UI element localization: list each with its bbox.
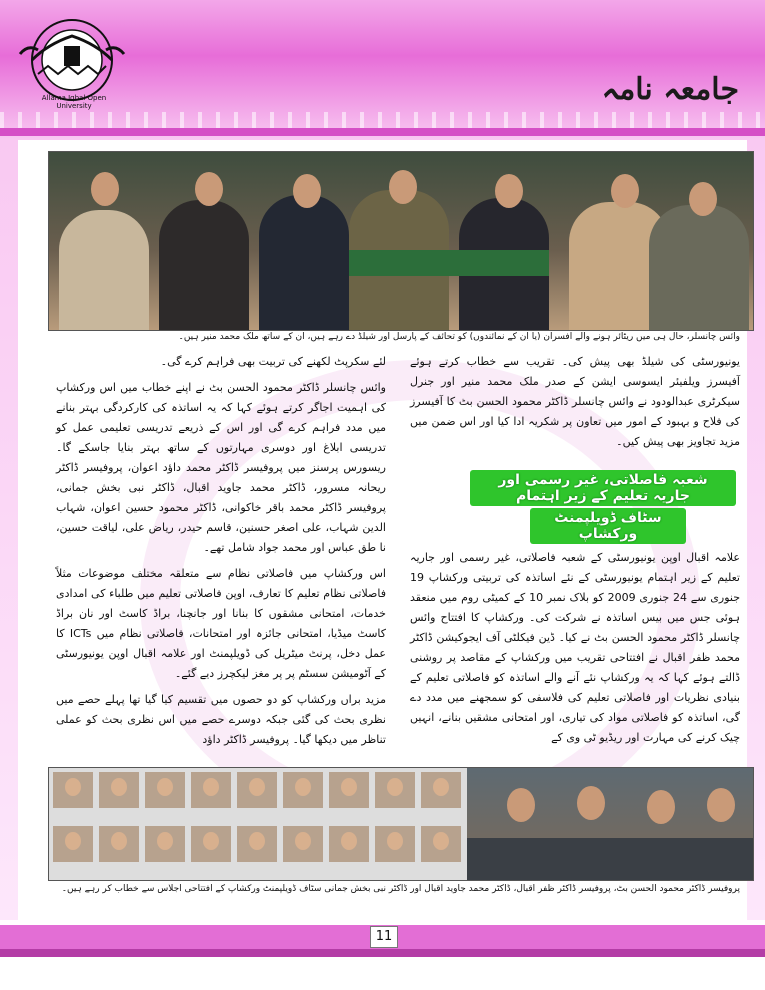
participant-photo — [329, 826, 369, 862]
participant-photo — [191, 772, 231, 808]
person-figure — [59, 210, 149, 330]
university-logo — [18, 14, 126, 110]
participant-photo — [283, 826, 323, 862]
paragraph: یونیورسٹی کی شیلڈ بھی پیش کی۔ تقریب سے خطاب کرتے ہوئے آفیسرز ویلفیئر ایسوسی ایشن کے صدر ملک محمد منیر اور جنرل سیکرٹری عبدالودود نے وائس چانسلر ڈاکٹر محمود الحسن بٹ کا آفیسرز کی فلاح و بہبود کے امور میں تعاون پر شکریہ ادا کیا اور اس ضمن میں مزید تجاویز بھی پیش کیں۔ — [410, 355, 740, 448]
left-column — [56, 352, 386, 756]
right-column-article — [410, 548, 740, 754]
left-decor-strip — [0, 140, 18, 920]
participant-photo — [375, 772, 415, 808]
person-figure — [159, 200, 249, 330]
participant-photo — [53, 826, 93, 862]
logo-text: Allama Iqbal Open University — [41, 94, 107, 110]
paragraph: وائس چانسلر ڈاکٹر محمود الحسن بٹ نے اپنے خطاب میں اس ورکشاپ کی اہمیت اجاگر کرتے ہوئے کہا کہ یہ اساتذہ کی کارکردگی بہتر بنانے میں مدد فراہم کرے گی اور اس کے ذریعے تدریسی تعلیمی عمل کو تدریسی ابلاغ اور دوسری مہارتوں کے ساتھ بہتر بنایا جاسکے گا۔ ریسورس پرسنز میں پروفیسر ڈاکٹر محمد داؤد اعوان، پروفیسر ڈاکٹر ریحانہ مسرور، ڈاکٹر محمد جاوید اقبال، ڈاکٹر نبی بخش جمانی، پروفیسر ڈاکٹر محمد باقر خاکوانی، ڈاکٹر محمود حسین اعوان، شہاب الدین شہاب، علی اصغر حسنین، قاسم حیدر، ریاض علی، لیاقت حسین، نا طق عباس اور محمد جواد شامل تھے۔ — [56, 381, 386, 554]
paragraph: لئے سکرپٹ لکھنے کی تربیت بھی فراہم کرے گی۔ — [160, 355, 386, 368]
participant-photo — [99, 772, 139, 808]
logo-emblem-icon — [18, 14, 126, 106]
article-headline-2: سٹاف ڈویلپمنٹ ورکشاپ — [530, 508, 686, 544]
bottom-photo-caption: پروفیسر ڈاکٹر محمود الحسن بٹ، پروفیسر ڈاکٹر ظفر اقبال، ڈاکٹر محمد جاوید اقبال اور ڈاکٹر نبی بخش جمانی سٹاف ڈویلپمنٹ ورکشاپ کے افتتاحی اجلاس سے خطاب کر رہے ہیں۔ — [61, 884, 740, 894]
person-head — [611, 174, 639, 208]
bottom-photo-collage — [48, 767, 754, 881]
person-figure — [259, 195, 349, 330]
person-head — [91, 172, 119, 206]
person-head — [293, 174, 321, 208]
participant-photo — [145, 772, 185, 808]
participant-photo — [237, 772, 277, 808]
participant-photo — [237, 826, 277, 862]
person-head — [195, 172, 223, 206]
participant-photo — [329, 772, 369, 808]
top-photo — [48, 151, 754, 331]
page-number: 11 — [370, 926, 398, 948]
person-head — [577, 786, 605, 820]
person-head — [507, 788, 535, 822]
paragraph: مزید براں ورکشاپ کو دو حصوں میں تقسیم کیا گیا تھا پہلے حصے میں نظری بحث کی گئی جبکہ دوسرے حصے میں اس نظری بحث کو عملی تناظر میں دیکھا گیا۔ پروفیسر ڈاکٹر داؤد — [56, 693, 386, 746]
opening-session-photo — [467, 768, 753, 880]
person-head — [389, 170, 417, 204]
person-head — [495, 174, 523, 208]
participant-photo — [421, 772, 461, 808]
participant-photo — [53, 772, 93, 808]
meeting-table — [467, 838, 753, 880]
paragraph: اس ورکشاپ میں فاصلاتی نظام سے متعلقہ مختلف موضوعات مثلاً فاصلاتی نظام تعلیم کا تعارف، اوپن فاصلاتی تعلیم میں طلباء کی امدادی خدمات، امتحانی مشقوں کا بنانا اور جانچنا، براڈ کاسٹ اور نان براڈ کاسٹ میڈیا، امتحانی جائزہ اور امتحانات، فاصلاتی نظام میں ICTs کا عمل دخل، پرنٹ میٹریل کی ڈویلپمنٹ اور علامہ اقبال اوپن یونیورسٹی کے آٹومیشن سسٹم پر پر مغز لیکچرز دیے گئے۔ — [56, 567, 386, 680]
paragraph: علامہ اقبال اوپن یونیورسٹی کے شعبہ فاصلاتی، غیر رسمی اور جاریہ تعلیم کے زیر اہتمام یونیورسٹی کے نئے اساتذہ کی تربیتی ورکشاپ 19 جنوری سے 24 جنوری 2009 کو بلاک نمبر 10 کے کمیٹی روم میں منعقد ہوئی جس میں بیس اساتذہ نے شرکت کی۔ ورکشاپ کا افتتاح وائس چانسلر ڈاکٹر محمود الحسن بٹ نے کیا۔ ڈین فیکلٹی آف ایجوکیشن ڈاکٹر محمد ظفر اقبال نے افتتاحی تقریب میں ورکشاپ کے مقاصد پر روشنی ڈالتے ہوئے کہا کہ یہ ورکشاپ نئے آنے والے اساتذہ کو فاصلاتی تعلیم کے بنیادی نظریات اور فاصلاتی تعلیم کی فلاسفی کو سمجھنے میں مدد دے گی، اساتذہ کو فاصلاتی مواد کی تیاری، اور امتحانی مشقیں بنانے، انہیں چیک کرنے کی مہارت اور ریڈیو ٹی وی کے — [410, 551, 741, 744]
person-head — [647, 790, 675, 824]
person-head — [689, 182, 717, 216]
top-photo-caption: وائس چانسلر، حال ہی میں ریٹائر ہونے والے افسران (یا ان کے نمائندوں) کو تحائف کے پارسل اور شیلڈ دے رہے ہیں، ان کے ساتھ ملک محمد منیر ہیں۔ — [178, 332, 740, 342]
page-title: جامعہ نامہ — [601, 72, 739, 107]
person-figure — [649, 205, 749, 330]
footer-band — [0, 949, 765, 957]
gift-parcel — [349, 250, 549, 276]
participant-photo — [191, 826, 231, 862]
participant-photo — [145, 826, 185, 862]
participant-photo — [375, 826, 415, 862]
person-head — [707, 788, 735, 822]
participant-photo — [421, 826, 461, 862]
participant-photo — [283, 772, 323, 808]
participant-photo — [99, 826, 139, 862]
article-headline-1: شعبہ فاصلاتی، غیر رسمی اور جاریہ تعلیم کے زیر اہتمام — [470, 470, 736, 506]
header-band — [0, 128, 765, 136]
right-column-intro — [410, 352, 740, 458]
